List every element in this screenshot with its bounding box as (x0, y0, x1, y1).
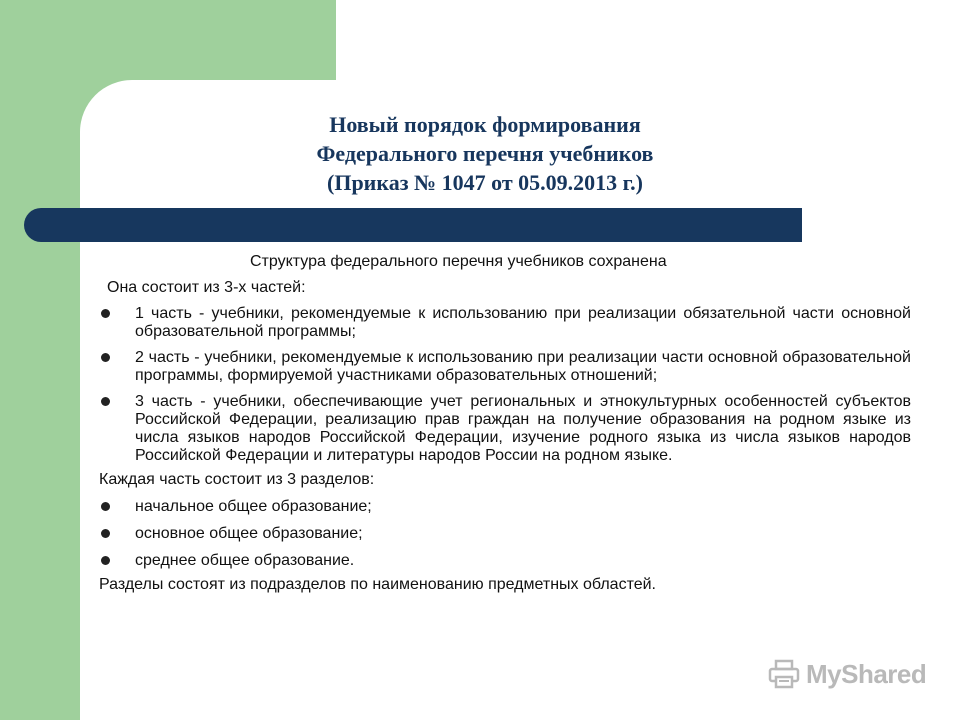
parts-list (99, 305, 911, 465)
list-item (99, 552, 911, 570)
title-line-3: (Приказ № 1047 от 05.09.2013 г.) (327, 170, 643, 195)
watermark (768, 658, 926, 690)
list-item-text: среднее общее образование. (135, 552, 355, 569)
bullet-icon (101, 502, 110, 511)
bullet-icon (101, 529, 110, 538)
subtitle: Структура федерального перечня учебников сохранена (250, 253, 667, 270)
list-item (99, 305, 911, 341)
slide-content (99, 279, 911, 594)
list-item (99, 349, 911, 385)
bullet-icon (101, 353, 110, 362)
list-item (99, 498, 911, 516)
list-item-text: 1 часть - учебники, рекомендуемые к использованию при реализации обязательной части основной образовательной программы; (135, 305, 911, 340)
watermark-text: MyShared (806, 658, 927, 689)
list-item-text: начальное общее образование; (135, 498, 372, 515)
sections-list (99, 498, 911, 570)
bullet-icon (101, 397, 110, 406)
bullet-icon (101, 556, 110, 565)
sections-intro: Каждая часть состоит из 3 разделов: (99, 471, 375, 488)
list-item (99, 393, 911, 465)
list-item (99, 525, 911, 543)
closing-text: Разделы состоят из подразделов по наименованию предметных областей. (99, 576, 656, 593)
slide-title (200, 110, 770, 197)
title-line-1: Новый порядок формирования (329, 112, 641, 137)
list-item-text: основное общее образование; (135, 525, 363, 542)
parts-intro: Она состоит из 3-х частей: (107, 279, 306, 296)
list-item-text: 2 часть - учебники, рекомендуемые к использованию при реализации части основной образовательной программы, формируемой участниками образовательных отношений; (135, 349, 911, 384)
title-line-2: Федерального перечня учебников (316, 141, 654, 166)
list-item-text: 3 часть - учебники, обеспечивающие учет региональных и этнокультурных особенностей субъектов Российской Федерации, реализацию прав граждан на получение образования на родном языке из числа языков народов Российской Федерации, изучение родного языка из числа языков народов Российской Федерации и литературы народов России на родном языке. (135, 393, 911, 464)
bullet-icon (101, 309, 110, 318)
printer-icon (768, 659, 802, 689)
decorative-navy-bar (24, 208, 802, 242)
